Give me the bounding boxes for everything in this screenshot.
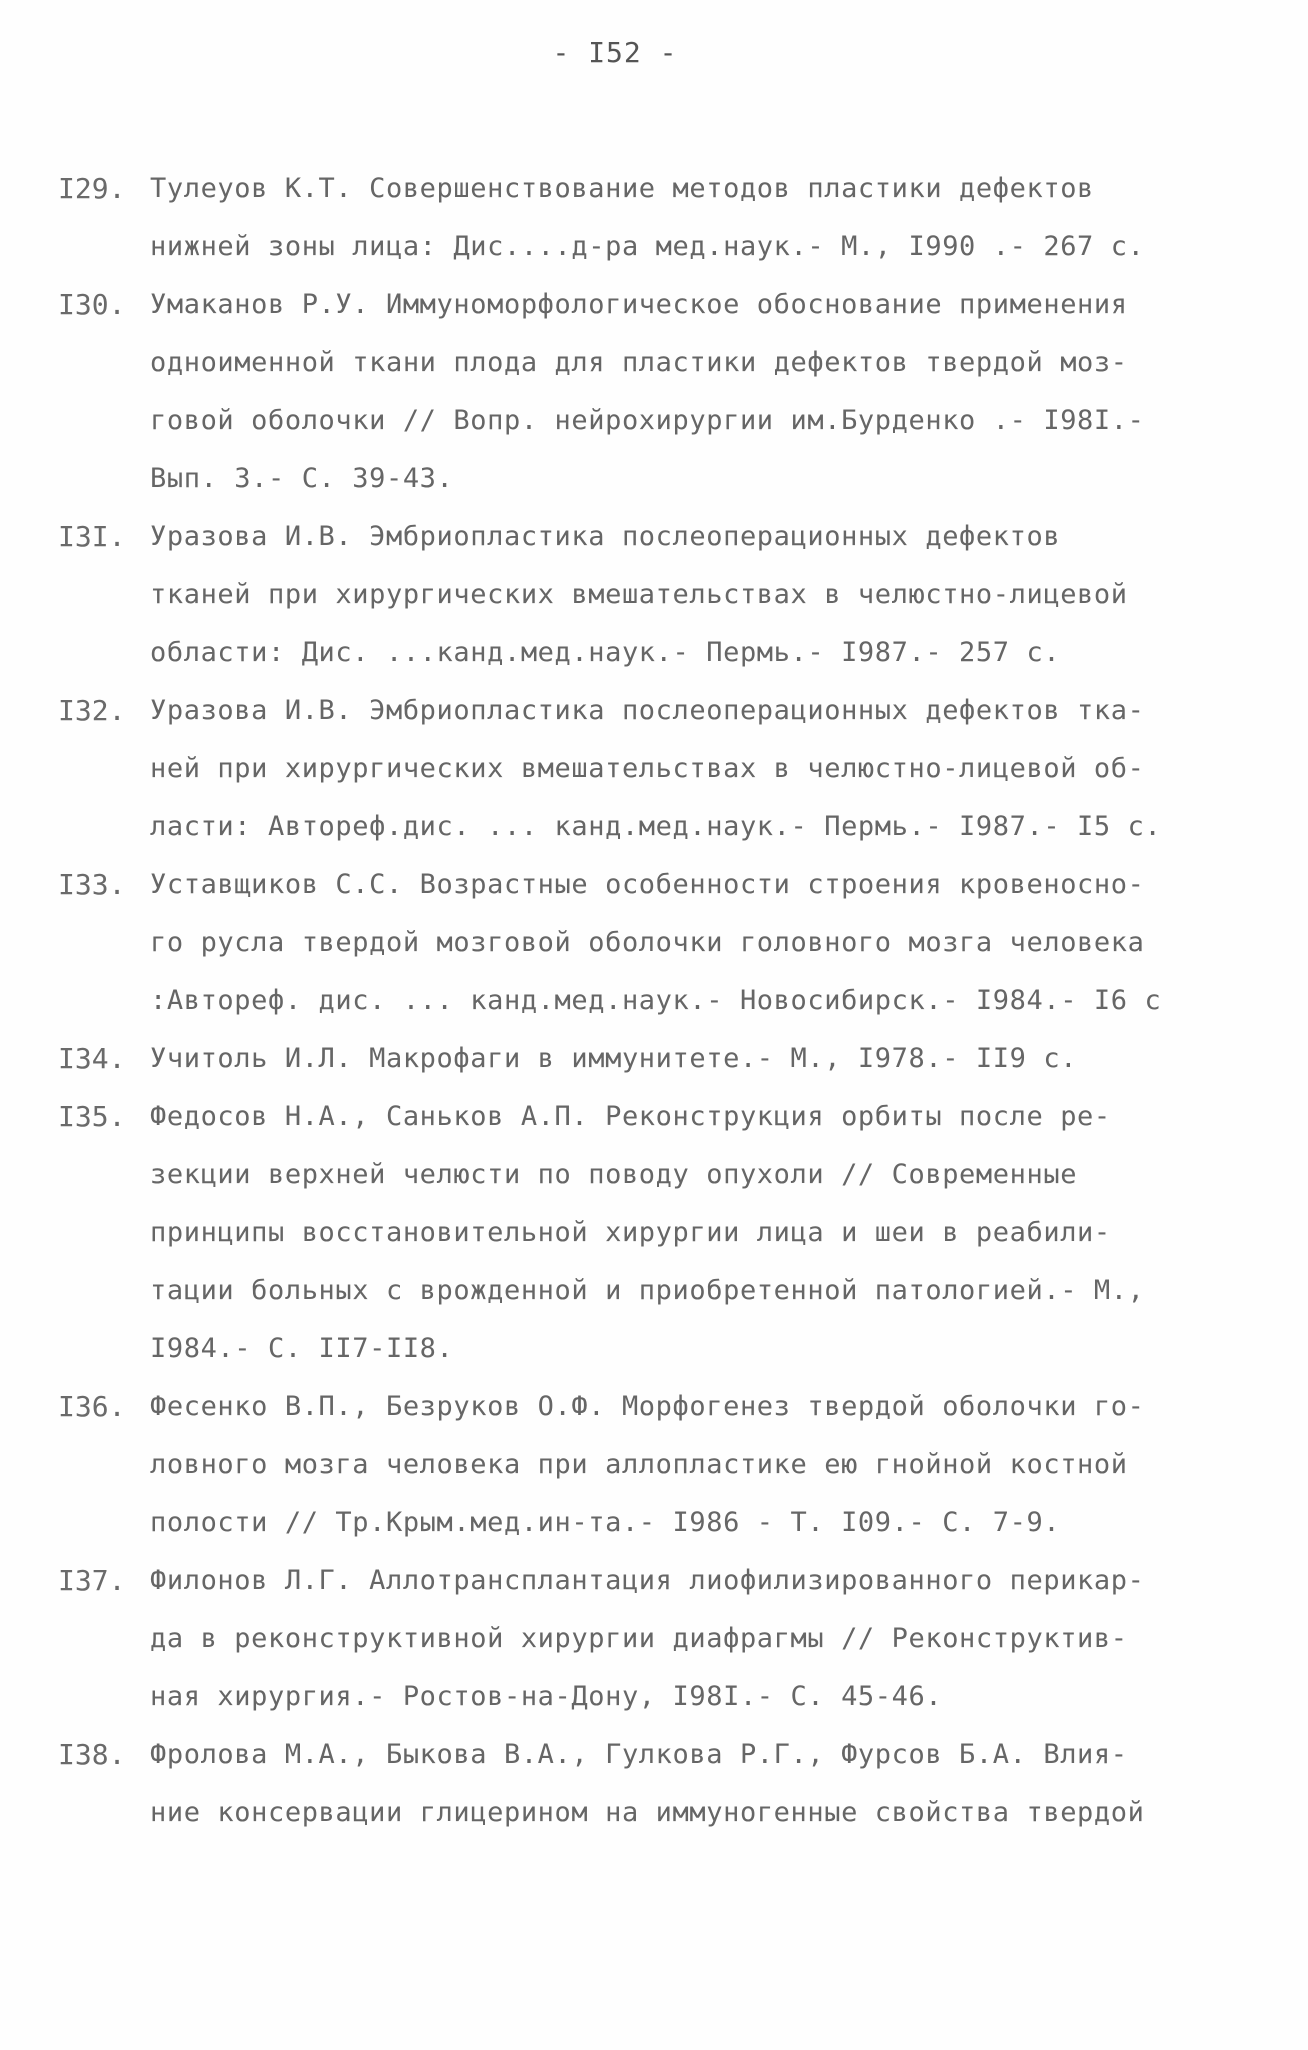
entry-line: полости // Тр.Крым.мед.ин-та.- I986 - Т. I09.- С. 7-9. [150, 1507, 1061, 1538]
entry-line: Учитоль И.Л. Макрофаги в иммунитете.- М., I978.- II9 с. [150, 1043, 1078, 1074]
entry-text [150, 1088, 1258, 1378]
entry-number: I36. [58, 1390, 126, 1423]
entry-text [150, 276, 1258, 508]
entry-line: Федосов Н.А., Саньков А.П. Реконструкция орбиты после ре- [150, 1101, 1111, 1132]
entry-line: да в реконструктивной хирургии диафрагмы // Реконструктив- [150, 1623, 1128, 1654]
entry-line: Фесенко В.П., Безруков О.Ф. Морфогенез твердой оболочки го- [150, 1391, 1145, 1422]
bibliography-entry [58, 682, 1258, 856]
entry-line: тации больных с врожденной и приобретенной патологией.- М., [150, 1275, 1145, 1306]
entry-line: Умаканов Р.У. Иммуноморфологическое обоснование применения [150, 289, 1128, 320]
bibliography-entry [58, 1378, 1258, 1552]
entry-text [150, 682, 1258, 856]
entry-text [150, 856, 1258, 1030]
entry-line: тканей при хирургических вмешательствах в челюстно-лицевой [150, 579, 1128, 610]
entry-line: Уставщиков С.С. Возрастные особенности строения кровеносно- [150, 869, 1145, 900]
bibliography-list [58, 160, 1258, 1842]
entry-line: Уразова И.В. Эмбриопластика послеоперационных дефектов [150, 521, 1061, 552]
entry-line: :Автореф. дис. ... канд.мед.наук.- Новосибирск.- I984.- I6 с [150, 985, 1162, 1016]
entry-line: ние консервации глицерином на иммуногенные свойства твердой [150, 1797, 1145, 1828]
bibliography-entry [58, 1552, 1258, 1726]
entry-text [150, 1378, 1258, 1552]
entry-line: I984.- С. II7-II8. [150, 1333, 454, 1364]
bibliography-entry [58, 1088, 1258, 1378]
bibliography-entry [58, 1726, 1258, 1842]
entry-line: зекции верхней челюсти по поводу опухоли // Современные [150, 1159, 1078, 1190]
entry-line: ней при хирургических вмешательствах в челюстно-лицевой об- [150, 753, 1145, 784]
entry-text [150, 1726, 1258, 1842]
entry-line: Фролова М.А., Быкова В.А., Гулкова Р.Г., Фурсов Б.А. Влия- [150, 1739, 1128, 1770]
entry-line: ловного мозга человека при аллопластике ею гнойной костной [150, 1449, 1128, 1480]
entry-line: Уразова И.В. Эмбриопластика послеоперационных дефектов тка- [150, 695, 1145, 726]
entry-line: Филонов Л.Г. Аллотрансплантация лиофилизированного перикар- [150, 1565, 1145, 1596]
entry-line: нижней зоны лица: Дис....д-ра мед.наук.- М., I990 .- 267 с. [150, 231, 1145, 262]
entry-number: I3I. [58, 520, 126, 553]
bibliography-entry [58, 1030, 1258, 1088]
entry-text [150, 160, 1258, 276]
entry-number: I29. [58, 172, 126, 205]
entry-number: I38. [58, 1738, 126, 1771]
bibliography-entry [58, 276, 1258, 508]
entry-number: I32. [58, 694, 126, 727]
entry-text [150, 1552, 1258, 1726]
entry-line: го русла твердой мозговой оболочки головного мозга человека [150, 927, 1145, 958]
entry-line: ная хирургия.- Ростов-на-Дону, I98I.- С. 45-46. [150, 1681, 943, 1712]
bibliography-entry [58, 856, 1258, 1030]
entry-text [150, 508, 1258, 682]
entry-line: ласти: Автореф.дис. ... канд.мед.наук.- Пермь.- I987.- I5 с. [150, 811, 1162, 842]
entry-number: I33. [58, 868, 126, 901]
entry-number: I37. [58, 1564, 126, 1597]
entry-line: принципы восстановительной хирургии лица и шеи в реабили- [150, 1217, 1111, 1248]
entry-line: Тулеуов К.Т. Совершенствование методов пластики дефектов [150, 173, 1094, 204]
entry-line: одноименной ткани плода для пластики дефектов твердой моз- [150, 347, 1128, 378]
bibliography-entry [58, 508, 1258, 682]
bibliography-entry [58, 160, 1258, 276]
entry-line: Вып. 3.- С. 39-43. [150, 463, 454, 494]
entry-line: области: Дис. ...канд.мед.наук.- Пермь.- I987.- 257 с. [150, 637, 1061, 668]
entry-line: говой оболочки // Вопр. нейрохирургии им.Бурденко .- I98I.- [150, 405, 1145, 436]
entry-text [150, 1030, 1258, 1088]
entry-number: I30. [58, 288, 126, 321]
page-number: - I52 - [552, 36, 678, 69]
entry-number: I34. [58, 1042, 126, 1075]
entry-number: I35. [58, 1100, 126, 1133]
